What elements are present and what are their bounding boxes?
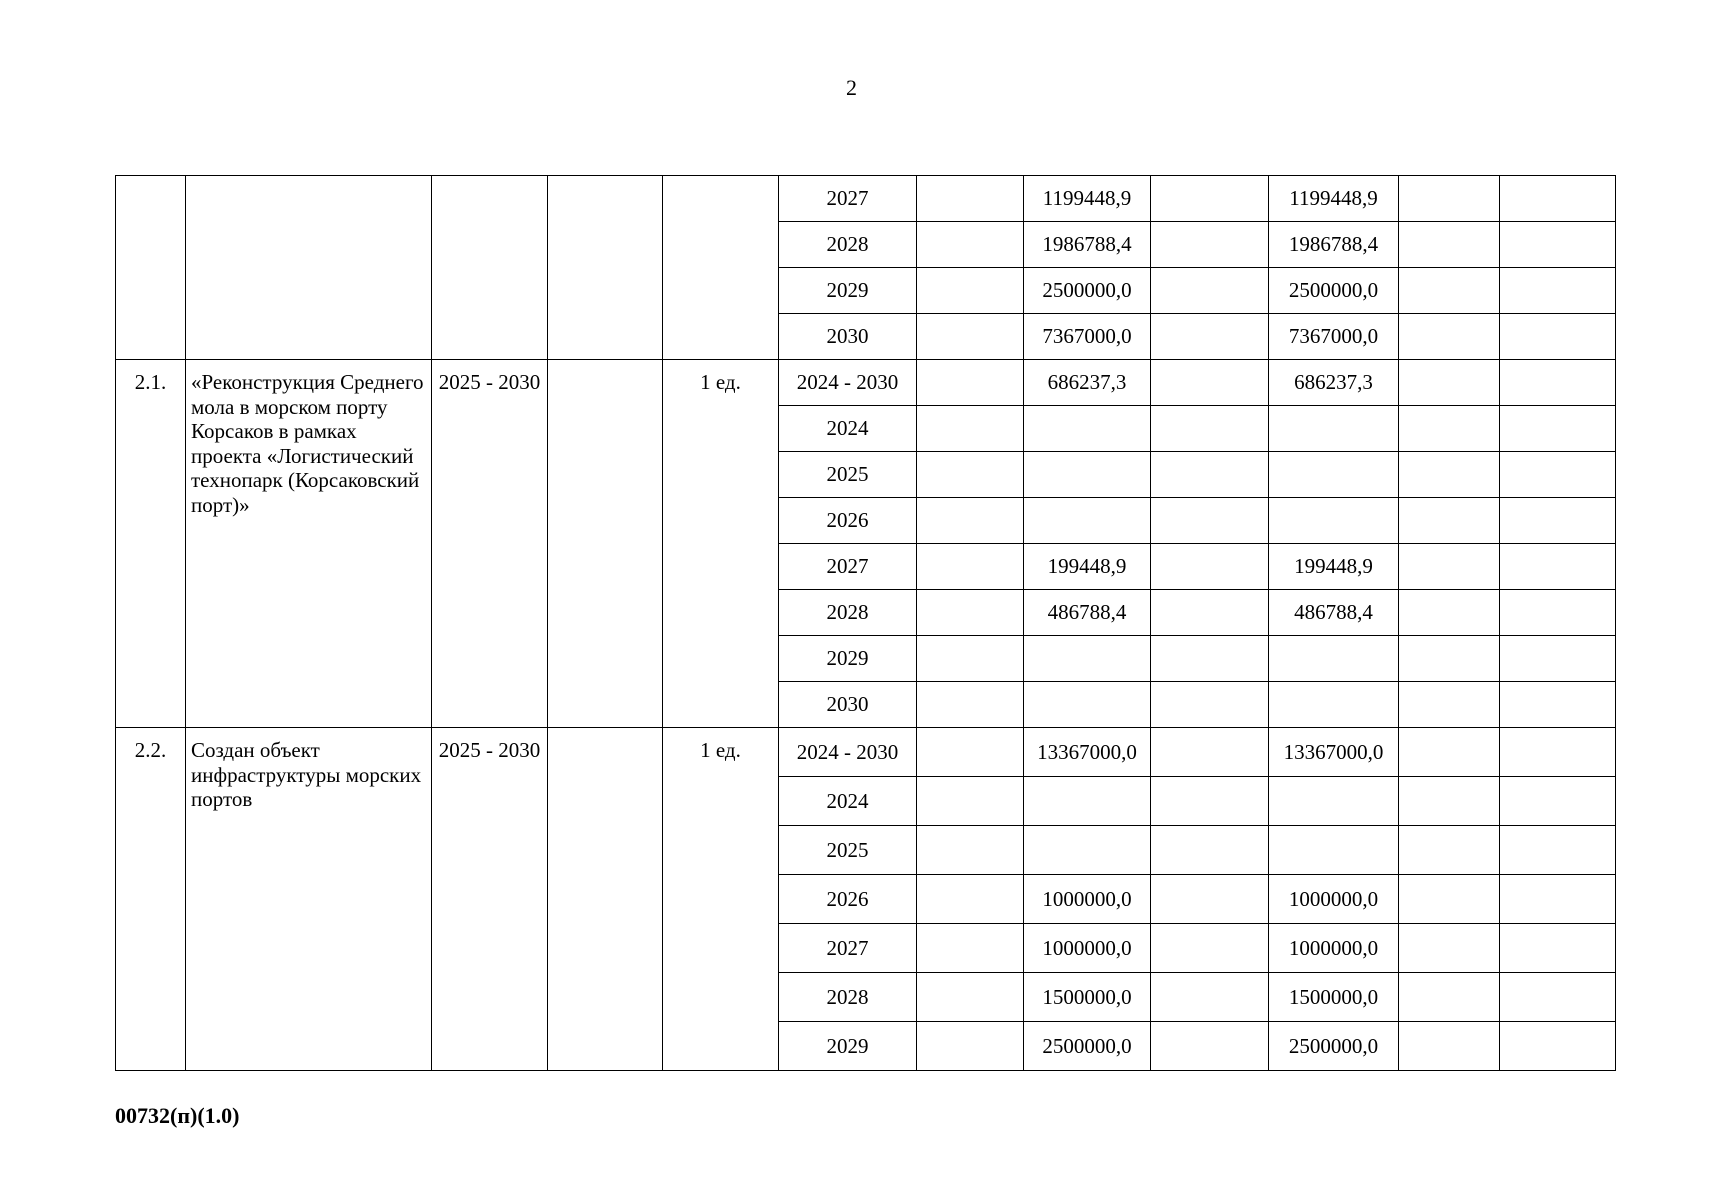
cell-empty: [1151, 406, 1269, 452]
cell-empty: [1399, 636, 1500, 682]
cell-empty: [1151, 1022, 1269, 1071]
cell-year: 2027: [779, 924, 917, 973]
cell-value-b: 1000000,0: [1269, 875, 1399, 924]
cell-value-b: [1269, 452, 1399, 498]
cell-value-a: [1024, 406, 1151, 452]
cell-year: 2026: [779, 498, 917, 544]
cell-empty: [1399, 314, 1500, 360]
cell-empty: [917, 728, 1024, 777]
cell-number-empty: [116, 176, 186, 360]
cell-empty: [1399, 875, 1500, 924]
cell-year: 2024: [779, 406, 917, 452]
cell-value-a: 2500000,0: [1024, 1022, 1151, 1071]
cell-empty: [917, 498, 1024, 544]
cell-empty: [1500, 452, 1616, 498]
cell-year: 2025: [779, 826, 917, 875]
cell-empty: [548, 176, 663, 360]
cell-empty: [917, 452, 1024, 498]
cell-empty: [1500, 176, 1616, 222]
cell-empty: [1500, 777, 1616, 826]
cell-empty: [917, 268, 1024, 314]
cell-empty: [1500, 406, 1616, 452]
cell-value-b: 1500000,0: [1269, 973, 1399, 1022]
cell-value-a: 2500000,0: [1024, 268, 1151, 314]
cell-empty: [1151, 826, 1269, 875]
cell-empty: [917, 406, 1024, 452]
cell-empty: [917, 682, 1024, 728]
footer-document-code: 00732(п)(1.0): [115, 1103, 240, 1128]
cell-empty: [1399, 924, 1500, 973]
cell-item-name: Создан объект инфраструктуры морских портов: [186, 728, 432, 1071]
cell-value-a: 486788,4: [1024, 590, 1151, 636]
cell-empty: [1399, 973, 1500, 1022]
cell-empty: [917, 222, 1024, 268]
cell-empty: [1151, 924, 1269, 973]
cell-value-b: [1269, 777, 1399, 826]
cell-empty: [1399, 498, 1500, 544]
cell-value-b: [1269, 498, 1399, 544]
cell-value-a: [1024, 452, 1151, 498]
cell-year: 2025: [779, 452, 917, 498]
cell-year: 2024: [779, 777, 917, 826]
cell-year: 2028: [779, 222, 917, 268]
cell-empty: [917, 777, 1024, 826]
cell-empty: [1500, 590, 1616, 636]
cell-empty: [917, 1022, 1024, 1071]
cell-empty: [1500, 973, 1616, 1022]
cell-empty: [1151, 636, 1269, 682]
cell-year: 2030: [779, 682, 917, 728]
cell-empty: [1399, 222, 1500, 268]
cell-empty: [1399, 360, 1500, 406]
cell-item-period: 2025 - 2030: [432, 360, 548, 728]
cell-empty: [548, 728, 663, 1071]
cell-empty: [917, 544, 1024, 590]
cell-value-a: 1500000,0: [1024, 973, 1151, 1022]
cell-empty: [1151, 176, 1269, 222]
cell-empty: [1399, 1022, 1500, 1071]
cell-value-b: 7367000,0: [1269, 314, 1399, 360]
cell-value-b: 1199448,9: [1269, 176, 1399, 222]
cell-year: 2027: [779, 544, 917, 590]
cell-empty: [1500, 314, 1616, 360]
cell-empty: [1151, 973, 1269, 1022]
table-row: [116, 176, 1616, 222]
cell-item-unit: 1 ед.: [663, 360, 779, 728]
cell-empty: [1500, 222, 1616, 268]
cell-empty: [1399, 452, 1500, 498]
cell-empty: [1151, 590, 1269, 636]
cell-empty: [1399, 826, 1500, 875]
cell-value-a: 1000000,0: [1024, 924, 1151, 973]
cell-empty: [917, 826, 1024, 875]
cell-item-unit: 1 ед.: [663, 728, 779, 1071]
cell-empty: [917, 924, 1024, 973]
cell-empty: [917, 314, 1024, 360]
cell-empty: [1151, 728, 1269, 777]
cell-value-a: 13367000,0: [1024, 728, 1151, 777]
cell-empty: [1151, 498, 1269, 544]
cell-year: 2029: [779, 268, 917, 314]
cell-empty: [917, 176, 1024, 222]
cell-value-b: 686237,3: [1269, 360, 1399, 406]
cell-empty: [1151, 314, 1269, 360]
cell-item-number: 2.1.: [116, 360, 186, 728]
cell-year: 2028: [779, 973, 917, 1022]
cell-value-b: 486788,4: [1269, 590, 1399, 636]
cell-empty: [1500, 1022, 1616, 1071]
cell-empty: [1500, 544, 1616, 590]
cell-empty: [1151, 544, 1269, 590]
cell-empty: [1399, 590, 1500, 636]
table-row: [116, 360, 1616, 406]
cell-period-empty: [432, 176, 548, 360]
cell-value-b: [1269, 406, 1399, 452]
cell-empty: [917, 875, 1024, 924]
cell-empty: [1500, 924, 1616, 973]
cell-empty: [1151, 875, 1269, 924]
cell-empty: [1399, 406, 1500, 452]
cell-empty: [917, 636, 1024, 682]
cell-value-a: [1024, 498, 1151, 544]
cell-empty: [917, 973, 1024, 1022]
cell-value-a: 1986788,4: [1024, 222, 1151, 268]
cell-empty: [1500, 728, 1616, 777]
cell-empty: [1399, 268, 1500, 314]
cell-year: 2024 - 2030: [779, 728, 917, 777]
cell-empty: [1151, 452, 1269, 498]
cell-value-a: 686237,3: [1024, 360, 1151, 406]
cell-empty: [917, 360, 1024, 406]
cell-empty: [1500, 268, 1616, 314]
budget-table: [115, 175, 1616, 1071]
cell-value-a: [1024, 777, 1151, 826]
cell-value-b: 199448,9: [1269, 544, 1399, 590]
cell-empty: [1151, 360, 1269, 406]
cell-value-b: [1269, 826, 1399, 875]
cell-empty: [1151, 777, 1269, 826]
cell-value-b: [1269, 636, 1399, 682]
cell-year: 2026: [779, 875, 917, 924]
cell-empty: [1500, 682, 1616, 728]
cell-item-number: 2.2.: [116, 728, 186, 1071]
cell-year: 2027: [779, 176, 917, 222]
cell-empty: [1500, 826, 1616, 875]
table-row: [116, 728, 1616, 777]
cell-value-b: 1000000,0: [1269, 924, 1399, 973]
page-number: 2: [846, 75, 857, 100]
cell-value-b: 1986788,4: [1269, 222, 1399, 268]
cell-empty: [1399, 176, 1500, 222]
cell-value-b: 13367000,0: [1269, 728, 1399, 777]
cell-value-a: 1199448,9: [1024, 176, 1151, 222]
cell-value-a: 1000000,0: [1024, 875, 1151, 924]
cell-value-b: 2500000,0: [1269, 1022, 1399, 1071]
cell-empty: [1151, 268, 1269, 314]
cell-empty: [1151, 682, 1269, 728]
cell-value-a: 199448,9: [1024, 544, 1151, 590]
cell-value-b: 2500000,0: [1269, 268, 1399, 314]
cell-value-a: [1024, 636, 1151, 682]
cell-unit-empty: [663, 176, 779, 360]
cell-empty: [1500, 498, 1616, 544]
cell-empty: [1500, 636, 1616, 682]
cell-empty: [1500, 360, 1616, 406]
cell-empty: [1151, 222, 1269, 268]
cell-year: 2029: [779, 1022, 917, 1071]
cell-year: 2028: [779, 590, 917, 636]
cell-name-empty: [186, 176, 432, 360]
cell-empty: [548, 360, 663, 728]
cell-empty: [1399, 777, 1500, 826]
cell-item-name: «Реконструкция Среднего мола в морском порту Корсаков в рамках проекта «Логистический технопарк (Корсаковский порт)»: [186, 360, 432, 728]
cell-value-a: 7367000,0: [1024, 314, 1151, 360]
cell-empty: [1399, 728, 1500, 777]
cell-year: 2030: [779, 314, 917, 360]
cell-year: 2024 - 2030: [779, 360, 917, 406]
cell-value-b: [1269, 682, 1399, 728]
cell-value-a: [1024, 826, 1151, 875]
cell-year: 2029: [779, 636, 917, 682]
cell-empty: [1399, 682, 1500, 728]
cell-value-a: [1024, 682, 1151, 728]
cell-item-period: 2025 - 2030: [432, 728, 548, 1071]
cell-empty: [917, 590, 1024, 636]
cell-empty: [1500, 875, 1616, 924]
cell-empty: [1399, 544, 1500, 590]
